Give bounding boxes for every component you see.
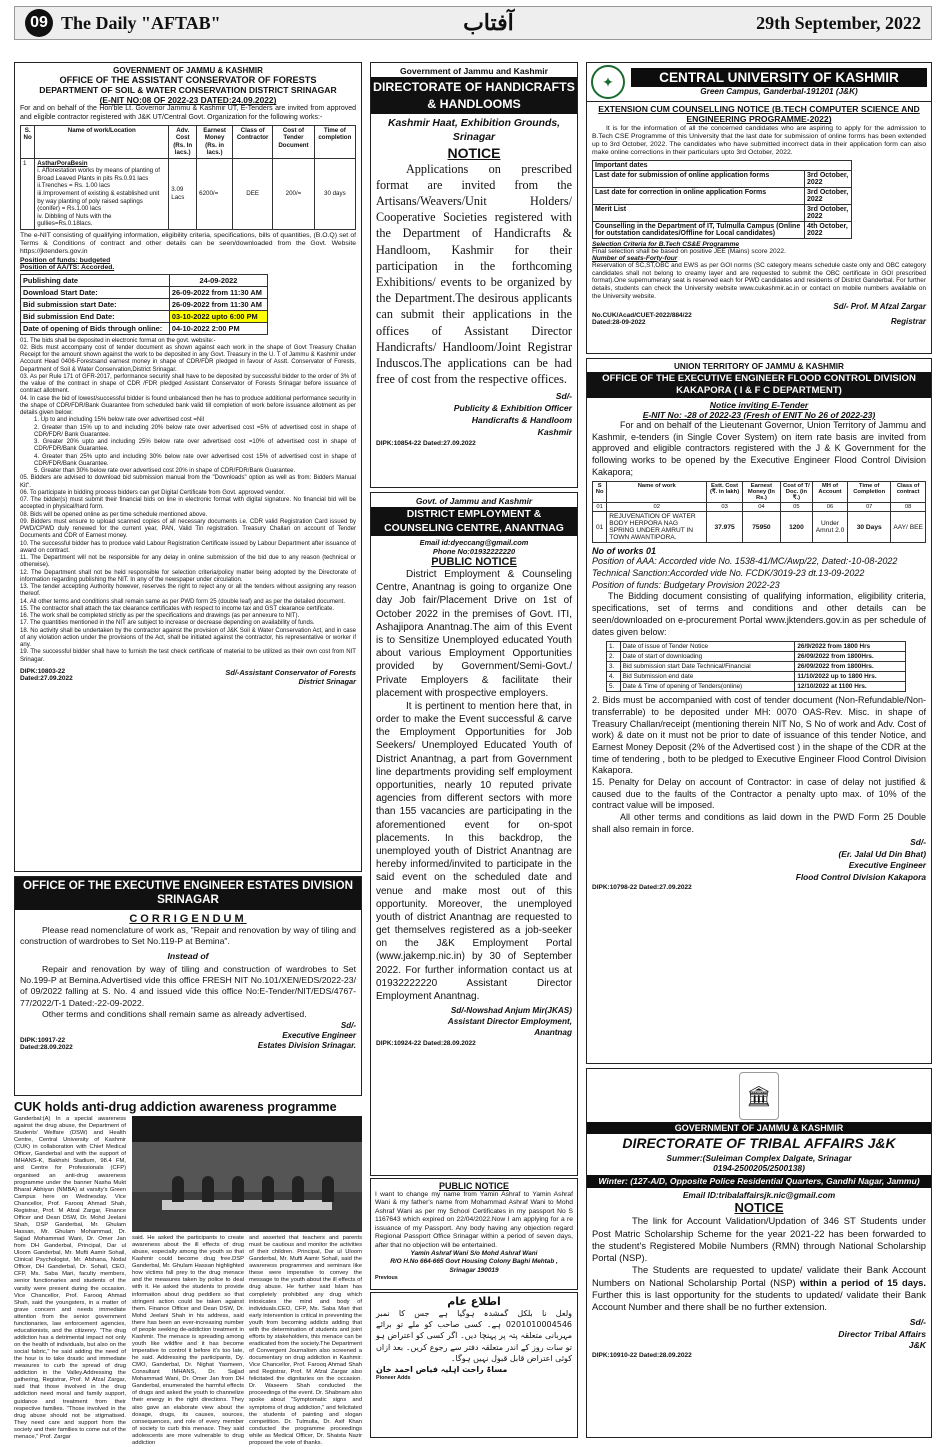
soil-funds: Position of funds: budgeted: [20, 256, 111, 264]
estates-footer: [20, 1021, 356, 1051]
soil-term: 11. The Department will not be responsible for any delay in online submission of the bid due to any reason (technical or otherwise).: [20, 555, 356, 569]
flood-col: Class of contract: [891, 482, 926, 503]
issue-date: 29th September, 2022: [756, 12, 921, 33]
flood-col: Name of work: [607, 482, 707, 503]
state-emblem-icon: 🏛: [739, 1072, 779, 1120]
flood-aaa: Position of AAA: Accorded vide No. 1538-41/MC/Awp/22, Dated:-10-08-2022: [592, 556, 898, 567]
estates-p3: Other terms and conditions shall remain same as already advertised.: [42, 1008, 307, 1019]
soil-work-item: iv. Dibbling of Nuts with the gullies=Rs.0.18lacs.: [37, 212, 112, 228]
soil-cell: 30 days: [314, 158, 355, 229]
flood-sched-value: 26/09/2022 from 1800Hrs.: [795, 652, 906, 662]
handi-title: DIRECTORATE OF HANDICRAFTS & HANDLOOMS: [371, 77, 577, 114]
flood-col: Earnest Money (In Rs.): [742, 482, 780, 503]
flood-col: Cost of T/ Doc. (in ₹.): [780, 482, 812, 503]
flood-colnum: 07: [848, 503, 891, 512]
soil-sched-value: 03-10-2022 upto 6:00 PM: [169, 310, 267, 322]
tribal-dipk: DIPK:10910-22 Dated:28.09.2022: [592, 1351, 692, 1359]
soil-signature-place: District Srinagar: [298, 676, 356, 686]
soil-term: 03. As per Rule 171 of GFR-2017, performance security shall have to be deposited by successful bidder to the order of 3% of the value of the contract in shape of CDR /FDR pledged Assistant Conservator of Forests Srinagar before issuance of contract allotment.: [20, 373, 356, 395]
flood-col: MH of Account: [812, 482, 847, 503]
soil-sched-label: Download Start Date:: [21, 286, 170, 298]
soil-term: 3. Greater 20% upto and including 25% below rate over advertised cost =10% of advertised cost in shape of CDR/FDR/Bank Guarantee.: [34, 439, 356, 453]
flood-funds: Position of funds: Budgetary Provision 2022-23: [592, 579, 780, 590]
page-number: 09: [25, 9, 53, 37]
cukc-seats: Number of seats-Forty-four: [592, 254, 678, 262]
flood-sched-no: 1.: [607, 642, 621, 652]
handi-dipk: DIPK:10854-22 Dated:27.09.2022: [376, 439, 476, 447]
soil-term: 01. The bids shall be deposited in electronic format on the govt. website:-: [20, 337, 216, 344]
flood-sd: Sd/-: [910, 837, 926, 848]
event-photo: [132, 1116, 362, 1232]
university-seal-icon: ✦: [591, 65, 625, 99]
soil-term: 09. Bidders must ensure to upload scanned copies of all necessary documents i.e. CDR valid Registration Card issued by PWD/CPWD duly renewed for the current year, PAN, Valid Tin registration. Treasury Challan on account of Tender Documents and CDR of Earnest money.: [20, 518, 356, 540]
flood-num-works: No of works 01: [592, 546, 657, 557]
cukc-p1: Final selection shall be based on positive JEE (Mains) score 2022.: [592, 247, 786, 255]
pubnotice-signature: Yamin Ashraf Wani S/o Mohd Ashraf Wani: [410, 1250, 538, 1258]
cukc-campus: Green Campus, Ganderbal-191201 (J&K): [700, 87, 858, 97]
soil-cell: 3.09 Lacs: [169, 158, 197, 229]
cuk-news-article: [14, 1100, 362, 1446]
estates-corrigendum-title: CORRIGENDUM: [129, 912, 247, 925]
soil-sched-value: 04-10-2022 2:00 PM: [169, 322, 267, 334]
soil-term: 19. The successful bidder shall have to furnish the test check certificate of material to be utilized as their own cost from NIT Srinagar.: [20, 649, 356, 663]
flood-cell: 37.975: [707, 512, 743, 543]
emp-dipk: DIPK:10924-22 Dated:28.09.2022: [376, 1040, 476, 1048]
soil-col: Class of Contractor: [233, 125, 273, 158]
emp-gov-line: Govt. of Jammu and Kashmir: [415, 496, 533, 506]
estates-dipk: DIPK:10917-22: [20, 1037, 66, 1045]
cukc-signature: Sd/- Prof. M Afzal Zargar: [833, 301, 926, 311]
flood-sched-value: 11/10/2022 up to 1800 Hrs.: [795, 672, 906, 682]
emp-p2: It is pertinent to mention here that, in order to make the Event successful & carve the Employment Opportunities for Job Seekers/ Unemployed Educated Youth of District Anantnag, a part from Government line departments providing self employment opportunities, nearly 10 reputed private agencies from different sectors with more than 155 vacancies are participating in the aforementioned event for on-spot placements. In this backdrop, the unemployed youth of District Anantnag are hereby informed/invited to participate in the said event on the scheduled date and venue and make most out of this opportunity. Moreover, the unemployed youth of district Anantnag are requested to get themselves registered as a job-seeker on the J&K Employment Portal (www.jakemp.nic.in) by 30 of September 2022. For further information contact us at 01932222220 Assistant Director Employment Anantnag.: [376, 700, 572, 1003]
pubnotice-body: I want to change my name from Yamin Ashraf to Yamin Ashraf Wani & my father's name from Mohammad Ashraf Wani to Mohd Ashraf Wani as per my School Certificates in my passport No S 1167643 which expired on 22/04/2022.Now I am applying for a re issuance of my Passport. Any body having any objection regard Regional Passport Office Srinagar within a period of seven days, after that no objection will be entertained.: [375, 1191, 573, 1249]
flood-intro: For and on behalf of the Lieutenant Governor, Union Territory of Jammu and Kashmir, e-tenders (in Single Cover System) on item rate basis are invited from approved and eligible contractors registered with the J & K Government for the following works to be opened by the Executive Engineer Flood Control Division Kakapora;: [592, 419, 926, 477]
flood-sched-no: 5.: [607, 682, 621, 692]
handi-sd: Sd/-: [555, 390, 572, 401]
employment-notice: [370, 492, 578, 1176]
soil-sched-label: Date of opening of Bids through online:: [21, 322, 170, 334]
cukc-heading: EXTENSION CUM COUNSELLING NOTICE (B.TECH COMPUTER SCIENCE AND ENGINEERING PROGRAMME-2022): [598, 104, 920, 125]
soil-term: 07. The bidder(s) must submit their financial bids on line in electronic format with digital signature. No financial bid will be accepted in physical/hard form.: [20, 497, 356, 511]
name-change-notice: [370, 1178, 578, 1290]
soil-term: 04. In case the bid of lowest/successful bidder is found unbalanced then he has to produce additional performance security in the shape of CDR/FDR/Bank Guarantee from scheduled bank valid till completion of work before issuance allotment as per details given below:: [20, 395, 356, 417]
soil-term: 08. Bids will be opened online as per time schedule mentioned above.: [20, 511, 208, 518]
soil-term: 17. The quantities mentioned in the NIT are subject to increase or decrease depending on availability of funds.: [20, 620, 315, 627]
urdu-body: ولعل نا بلکل گمشدہ ہوگیا ہے جس کا نمبر 0201010004546 ہے۔ کسی صاحب کو ملے تو برائے مہربانی متعلقہ پتہ پر پہنچا دیں۔ اگر کسی کو اعتراض ہو تو سات روز کے اندر متعلقہ دفتر سے رجوع کریں۔ بعد ازاں کوئی اعتراض قابل قبول نہیں ہوگا۔: [376, 1309, 572, 1363]
cuk-news-headline: CUK holds anti-drug addiction awareness programme: [14, 1100, 337, 1114]
flood-colnum: 03: [707, 503, 743, 512]
tribal-notice-title: NOTICE: [734, 1200, 784, 1216]
flood-dipk: DIPK:10798-22 Dated:27.09.2022: [592, 883, 692, 891]
cukc-date-value: 4th October, 2022: [804, 221, 851, 238]
estates-instead: Instead of: [167, 950, 209, 961]
cukc-ref-no: No.CUK/Acad/CUET-2022/884/22: [592, 312, 692, 320]
estates-p2: Repair and renovation by way of tiling and construction of wardrobes to Set No.199-P at Bemina.Advertised vide this office FRESH NIT No.101/XEN/EDS/2022-23/ of 09/2022 falling at S. No. 4 and issued vide this office No:E-Tender/NIT/EDS/4767-77/2022/T-1 Dated:-22-09-2022.: [20, 963, 356, 1008]
flood-col: Estt. Cost (₹. in lakh): [707, 482, 743, 503]
cukc-date-label: Counselling in the Department of IT, Tulmulla Campus (Online for outstation candidates/Offline for Local candidates): [593, 221, 805, 238]
flood-cell: AAY/ BEE: [891, 512, 926, 543]
tribal-affairs-notice: [586, 1068, 932, 1438]
estates-p1: Please read nomenclature of work as, "Repair and renovation by way of tiling and construction of wardrobes to Set No.119-P at Bemina".: [20, 924, 356, 947]
flood-sched-label: Date of issue of Tender Notice: [620, 642, 795, 652]
flood-sched-no: 3.: [607, 662, 621, 672]
soil-para2: The e-NIT consisting of qualifying information, eligibility criteria, specifications, bills of quantities, (B.O.Q) set of Terms & Conditions of contract and other details can be seen/downloaded from the Govt. Website https://jktenders.gov.in: [20, 231, 356, 256]
soil-term: 02. Bids must accompany cost of tender document as shown against each work in the shape of Govt Treasury Challan Receipt for the amount shown against the work to be deposited in any Govt. Treasury in the U. T of Jammu & Kashmir under Account Head 0406-Forestsand earnest money in shape of CDR/FDR pledged in favour of Asstt. Conservator of Forests, Department of Soil & Water Conservation,District Srinagar.: [20, 344, 356, 373]
flood-sched-no: 4.: [607, 672, 621, 682]
tribal-sd: Sd/-: [909, 1317, 926, 1328]
handi-signature: Publicity & Exhibition Officer: [453, 402, 572, 413]
flood-sched-label: Date of start of downloading: [620, 652, 795, 662]
emp-signature: Sd/-Nowshad Anjum Mir(JKAS): [450, 1006, 572, 1016]
soil-term: 10. The successful bidder has to produce valid Labour Registration Certificate issued by Labour Department after issuance of award on contract.: [20, 540, 356, 554]
estates-title: OFFICE OF THE EXECUTIVE ENGINEER ESTATES DIVISION SRINAGAR: [15, 877, 361, 910]
cuk-news-col2: said. He asked the participants to create awareness about the ill effects of drug abuse, especially among the youth so that Kashmir could become drug free.DSP Ganderbal, Mr. Ghulam Hassan highlighted how victims fall prey to the drug menace and the measures taken by police to deal with it. He asked the students to provide information about drug peddlers so that stringent action could be taken against them. Finance Officer and Dean DSW, Dr. Mohd Jeelani Shah in his address, said there has been an ever-increasing number of people seeking de-addiction treatment in Kashmir. The menace is spreading among youth like wildfire and it has become imperative to control it before it's too late, he said. Addressing the participants, Dy. CMO, Ganderbal, Dr. Nighat Yasmeen, Consultant IMHANS, Dr. Sajjad Mohammad Wani, Dr. Omer Jan from DH Ganderbal, enumerated the harmful effects of drugs and asked the youth to channelize their energy in the right directions. They also gave an elaborate view about the dosage, drugs, its causes, sources, consequences, and role of every member of society to curb this menace. They said adolescents are more vulnerable to drug addiction: [132, 1235, 244, 1446]
soil-term: 15. The contractor shall attach the tax clearance certificates with respect to income tax and GST clearance certificate.: [20, 605, 335, 612]
soil-term: 13. The tender accepting Authority however, reserves the right to reject any or all the tenders without assigning any reason thereof.: [20, 584, 356, 598]
soil-cell: 200/=: [273, 158, 314, 229]
tribal-summer: Summer:(Suleiman Complex Dalgate, Srinagar: [666, 1152, 852, 1163]
flood-term-15: 15. Penalty for Delay on account of Contractor: in case of delay not justified & caused due to the faults of the Contractor a penalty upto max. of 10% of the contract value will be imposed.: [592, 777, 926, 811]
flood-work-table: [592, 481, 926, 543]
soil-sched-label: Publishing date: [21, 274, 170, 286]
cukc-date-label: Last date for correction in online application Forms: [593, 187, 805, 204]
flood-col: Time of Completion: [848, 482, 891, 503]
flood-colnum: 08: [891, 503, 926, 512]
flood-ut-line: UNION TERRITORY OF JAMMU & KASHMIR: [674, 362, 844, 371]
cukc-date-value: 3rd October, 2022: [804, 170, 851, 187]
tribal-p2: [592, 1264, 926, 1313]
soil-work-item: i. Afforestation works by means of planting of Broad Leaved Plants in pits Rs.0.91 lacs: [37, 167, 160, 182]
flood-schedule: [606, 641, 906, 692]
cukc-signature-title: Registrar: [890, 317, 926, 327]
tribal-signature-place: J&K: [908, 1340, 926, 1351]
soil-term: 4. Greater than 25% upto and including 30% below rate over advertised cost 15% of advertised cost in shape of CDR/FDR/Bank Guarantee.: [34, 453, 356, 467]
flood-cell: 01: [593, 512, 607, 543]
handi-body: Applications on prescribed format are invited from the Artisans/Weavers/Unit Holders/ Cooperative Societies registered with the Department of Handicrafts & Handloom, Kashmir for their participation in the forthcoming Exhibitions/ events to be organized by the Department.The desirous applicants can submit their applications in the offices of Assistant Director Handicrafts/ Handloom/Joint Registrar Induscos.The applications can be had free of cost from the respective offices.: [376, 161, 572, 387]
tribal-p2b: within a period of 15 days.: [800, 1276, 926, 1288]
soil-cell: 1: [21, 158, 35, 229]
flood-cell: REJUVENATION OF WATER BODY HERPORA NAG SPRING UNDER AMRUT IN TOWN AWANTIPORA.: [607, 512, 707, 543]
cukc-dates-table: [592, 160, 852, 239]
flood-notice-inviting: Notice inviting E-Tender: [709, 399, 809, 410]
flood-term-3: All other terms and conditions as laid down in the PWD Form 25 Double shall also remain in force.: [592, 812, 926, 834]
estates-corrigendum: [14, 876, 362, 1096]
soil-term: 06. To participate in bidding process bidders can get Digital Certificate from Govt. approved vendor.: [20, 489, 286, 496]
soil-dated: Dated:27.09.2022: [20, 674, 73, 682]
estates-sd: Sd/-: [340, 1021, 356, 1031]
tribal-gov-line: GOVERNMENT OF JAMMU & KASHMIR: [587, 1122, 931, 1134]
flood-cell: Under Amrut 2.0: [812, 512, 847, 543]
emp-p1: District Employment & Counseling Centre, Anantnag is going to organize One day Job fair/Placement Drive on 1st of October 2022 in the premises of Govt. ITI, Ashajipora Anantnag.The aim of this Event is to Sensitize Unemployed educated Youth about various Employment Opportunities provided by Government/Semi-Govt./ Private Employers & facilitate their placement with prospective employers.: [376, 569, 572, 699]
soil-location: AstharPoraBesin: [37, 159, 88, 167]
flood-colnum: 04: [742, 503, 780, 512]
soil-term: 18. No activity shall be undertaken by the contractor against the provision of J&K Soil & Water Conservation Act, and in case of any violation action under the provisions of the Act, shall be initiated against the contractor, his representative or worker if any.: [20, 627, 356, 649]
tribal-signature: Director Tribal Affairs: [838, 1328, 926, 1339]
handi-address: Kashmir Haat, Exhibition Grounds, Srinagar: [387, 118, 561, 143]
soil-work-table: [20, 125, 356, 230]
soil-col: Earnest Money (Rs. in lacs.): [197, 125, 233, 158]
tribal-phone: 0194-2500205/2500138): [713, 1162, 805, 1173]
cukc-date-value: 3rd October, 2022: [804, 187, 851, 204]
soil-dept: DEPARTMENT OF SOIL & WATER CONSERVATION DISTRICT SRINAGAR: [39, 84, 337, 95]
tribal-p2c: Further this is last opportunity for the students to updated/ validate their Bank Account Number and there shall be no further extension.: [592, 1288, 926, 1312]
estates-dated: Dated:28.09.2022: [20, 1044, 73, 1052]
flood-colnum: 01: [593, 503, 607, 512]
cukc-date-value: 3rd October, 2022: [804, 204, 851, 221]
flood-sched-label: Bid submission start Date Technical/Financial: [620, 662, 795, 672]
cukc-title: CENTRAL UNIVERSITY OF KASHMIR: [631, 68, 927, 88]
soil-schedule: [20, 274, 268, 335]
soil-term: 1. Up to and including 15% below rate over advertised cost =Nil: [34, 417, 204, 424]
paper-name: The Daily "AFTAB": [61, 12, 221, 33]
soil-col: S. No: [21, 125, 35, 158]
soil-cell-work: [35, 158, 169, 229]
cuk-counselling-notice: [586, 62, 932, 354]
soil-sched-value: 24-09-2022: [169, 274, 267, 286]
flood-signature-office: Flood Control Division Kakapora: [795, 871, 926, 882]
flood-sched-no: 2.: [607, 652, 621, 662]
flood-cell: 1200: [780, 512, 812, 543]
handi-signature-place: Kashmir: [537, 426, 572, 437]
flood-colnum: 02: [607, 503, 707, 512]
soil-sched-label: Bid submission End Date:: [21, 310, 170, 322]
emp-title: DISTRICT EMPLOYMENT & COUNSELING CENTRE, ANANTNAG: [371, 507, 577, 536]
handi-signature-dept: Handicrafts & Handloom: [471, 414, 572, 425]
flood-control-tender: [586, 358, 932, 1064]
cukc-imp-dates: Important dates: [593, 160, 852, 170]
handi-gov-line: Government of Jammu and Kashmir: [399, 66, 549, 76]
flood-sched-label: Bid Submission end date: [620, 672, 795, 682]
soil-col: Time of completion: [314, 125, 355, 158]
flood-sched-value: 26/09/2022 from 1800Hrs.: [795, 662, 906, 672]
soil-sched-value: 26-09-2022 from 11:30 AM: [169, 298, 267, 310]
tribal-p1: The link for Account Validation/Updation of 346 ST Students under Post Matric Scholarship Scheme for the year 2021-22 has been forwarded to the student's Registered Mobile Numbers (RMN) through National Scholarship Portal (NSP).: [592, 1215, 926, 1264]
handicrafts-notice: [370, 62, 578, 488]
pubnotice-title: PUBLIC NOTICE: [438, 1181, 509, 1191]
soil-cell: 6200/=: [197, 158, 233, 229]
estates-signature: Executive Engineer: [282, 1031, 356, 1041]
soil-col: Cost of Tender Document: [273, 125, 314, 158]
urdu-signature: مساۃ راحت اہلیہ فیاض احمد خان: [376, 1364, 508, 1374]
tribal-winter: Winter: (127-A/D, Opposite Police Residential Quarters, Gandhi Nagar, Jammu): [587, 1175, 931, 1189]
tribal-title: DIRECTORATE OF TRIBAL AFFAIRS J&K: [622, 1135, 896, 1152]
flood-sched-value: 12/10/2022 at 1100 Hrs.: [795, 682, 906, 692]
emp-signature-title: Assistant Director Employment,: [447, 1017, 572, 1027]
urdu-title: اطلاع عام: [447, 1295, 501, 1308]
cukc-intro: It is for the information of all the concerned candidates who are aspiring to apply for the admission to B.Tech CSE Programme of this University that the last date for submission of online forms has been extended up to 3rd October, 2022. The candidates who have submitted incorrect data in their application form can also make online corrections in their particulars upto 3rd October, 2022.: [592, 124, 926, 157]
paper-logo: آفتاب: [463, 10, 514, 36]
flood-cell: 75950: [742, 512, 780, 543]
soil-gov-line: GOVERNMENT OF JAMMU & KASHMIR: [113, 66, 263, 75]
cukc-date-label: Last date for submission of online application forms: [593, 170, 805, 187]
emp-signature-place: Anantnag: [534, 1028, 572, 1038]
emp-phone: Phone No:01932222220: [432, 547, 516, 557]
soil-work-item: ii.Trenches = Rs. 1.00 lacs: [37, 182, 111, 190]
emp-notice-title: PUBLIC NOTICE: [431, 556, 517, 569]
soil-term: 12. The Department shall not be held responsible for selection criteria/policy matter being adopted by the Directorate of information regarding publishing the NIT. In any of the newspaper under circulation.: [20, 569, 356, 583]
flood-colnum: 05: [780, 503, 812, 512]
soil-term: 5. Greater than 30% below rate over advertised cost 20% in shape of CDR/FDR/Bank Guarantee.: [34, 468, 296, 475]
soil-terms: [20, 338, 356, 664]
soil-footer: [20, 668, 356, 686]
pubnotice-agency: Previous: [375, 1275, 398, 1282]
flood-cell: 30 Days: [848, 512, 891, 543]
handi-notice-title: NOTICE: [447, 144, 501, 161]
soil-conservation-tender: [14, 62, 362, 872]
estates-signature-place: Estates Division Srinagar.: [257, 1041, 356, 1051]
soil-sched-value: 26-09-2022 from 11:30 AM: [169, 286, 267, 298]
flood-signature: (Er. Jalal Ud Din Bhat): [838, 848, 926, 859]
soil-col: Adv. Cost (Rs. In lacs.): [169, 125, 197, 158]
urdu-agency: Pioneer Adds: [376, 1375, 411, 1382]
masthead: [14, 6, 932, 40]
cuk-news-col1: Ganderbal:(A) In a special awareness against the drug abuse, the Department of Students' Welfare (DSW) and Health Centre, Central University of Kashmir (CUK) in collaboration with Chief Medical Officer, Ganderbal and with the support of IMHANS-K, Bakhshi Stadium, 98.4 FM, and Centre for Professionals (CFP) organised an anti-drug awareness programme under the banner Nasha Mukt Bharat Abhiyan (NMBA) at varsity's Green Campus here on Wednesday. Vice Chancellor, Prof. Farooq Ahmad Shah, Registrar, Prof. M Afzal Zargar, Finance Officer and Dean DSW, Dr. Mohd Jeelani Shah, DSP Ganderbal, Mr. Ghulam Hassan, Mr. Ghulam Mohammad, Dr. Sajjad Mohammad Wani, Dr. Omer Jan from DH Ganderbal, Principal, Dar ul Uloom Ganderbal, Mr. Mufti Aamir Sohail, Clinical Psychologist, Mr. Afshana, Nodal Officer, DH Ganderbal, Dr. Sohail, CEO, CFP, Ms. Saba Mari, faculty members, senior functionaries and students of the varsity were present during the occasion. Vice Chancellor, Prof. Farooq Ahmad Shah, said the youngsters, in a matter of grave concern and needs immediate attention from the senior government functionaries, law enforcement agencies, educationists, and the citizenry. "The drug addiction has a detrimental impact not only on the health of individuals, but also on the social fabric," he said adding the need of the hour is to take drastic and immediate measures to curb the spread of drug addiction in the Valley.Addressing the gathering, Registrar, Prof. M Afzal Zargar, said that those involved in the drug addiction need moral and family support, guidance and treatment from their respective families. "Those involved in the drug abuse should not be stigmatised. They need care and support from the society and their families to come out of the menace," Prof. Zargar: [14, 1116, 126, 1440]
flood-enit: E-NIT No: -28 of 2022-23 (Fresh of ENIT No 26 of 2022-23): [642, 409, 876, 420]
cukc-dated: Dated:28-09-2022: [592, 319, 646, 327]
flood-p1: The Bidding document consisting of qualifying information, eligibility criteria, specifications, set of terms and conditions and other details can be seen/downloaded on e-procurement Portal www.jktenders.gov.in as per schedule of dates given below:: [592, 591, 926, 637]
soil-work-item: iii.Improvement of existing & established unit by way planting of poly raised saplings (conifer) = Rs.1.00 lacs: [37, 190, 160, 213]
tribal-p2a: The Students are requested to update/ validate their Bank Account Numbers on National Scholarship Portal (NSP): [592, 1264, 926, 1288]
soil-intro: For and on behalf of the Hon'ble Lt. Governor Jammu & Kashmir UT, E-Tenders are invited from approved and eligible contractor registered with J&K UT/Central Govt. Organization for the following works:-: [20, 105, 356, 121]
soil-col: Name of work/Location: [35, 125, 169, 158]
cukc-p2: Reservation of SC,ST,OBC and EWS as per GOI norms (SC category means schedule caste only and OBC category candidates shall not belong to creamy layer and are requested to submit the OBC certificate in GOI prescribed format).One supernumerary seat is reserved each for PWD candidates and residents of District Ganderbal. For further details, students can check the University website www.cukashmir.ac.in or contact on mobile numbers available on the University website.: [592, 261, 926, 300]
soil-sched-label: Bid submission start Date:: [21, 298, 170, 310]
flood-ts: Technical Sanction:Accorded vide No. FCDK/3019-23 dt.13-09-2022: [592, 568, 865, 579]
soil-term: 14. All other terms and conditions shall remain same as per PWD form 25 (double leaf) and as per the detailed document.: [20, 598, 346, 605]
tribal-email: Email ID:tribalaffairsjk.nic@gmail.com: [682, 1190, 836, 1201]
urdu-notice: [370, 1292, 578, 1438]
flood-signature-title: Executive Engineer: [848, 860, 926, 871]
flood-col: S No: [593, 482, 607, 503]
soil-term: 2. Greater than 15% up to and including 20% below rate over advertised cost =5% of advertised cost in shape of CDR/FDR/ Bank Guarantee.: [34, 424, 356, 438]
flood-term-2: 2. Bids must be accompanied with cost of tender document (Non-Refundable/Non- transferrable) to be deposited under MH: 0070 OAS-Rev. Misc. in shape of Treasury Challan/receipt (mentioning therein NIT No, S No of work and Adv. Cost of work) & date on it must not be prior to date of issuance of this tender Notice, and Earnest Money Deposit (2% of the Advertised cost ) in the shape of the CDR at the time of tendering , both to be pledged to Executive Engineer Flood Control Division Kakapora.: [592, 695, 926, 776]
flood-colnum: 06: [812, 503, 847, 512]
cuk-news-col3: and asserted that teachers and parents must be cautious and monitor the activities of their children. Principal, Dar ul Uloom Ganderbal, Mr. Mufti Aamir Sohail, said the awareness programmes and seminars like these were imperative to convey the message to the youth about the ill effects of drug abuse. He further said Islam has completely prohibited any drug which intoxicates the mind and body of individuals.CEO, CFP, Ms. Saba Mari that early intervention is critical in preventing the youth from becoming addicts adding that with the determination of students and joint efforts by stakeholders, this menace can be eradicated from the society.The Department of Convergent Journalism also screened a documentary on drug addiction in Kashmir. Vice Chancellor, Prof. Farooq Ahmad Shah and Registrar, Prof. M Afzal Zargar also felicitated the dignitaries on the occasion. Dr. Waseem Shah conducted the proceedings of the event. Dr. Shabnam also spoke about "Symptomatic signs and symptoms of drug addiction," and felicitated the students of painting and slogan competition. Dr. Tulmulla, Dr. Asif Khan conducted the programme proceedings while as Medical Officer, Dr. Shaista Nazir proposed the vote of thanks.: [249, 1235, 362, 1446]
soil-dipk: DIPK:10803-22: [20, 667, 66, 675]
soil-cell: DEE: [233, 158, 273, 229]
soil-office: OFFICE OF THE ASSISTANT CONSERVATOR OF FORESTS: [59, 75, 317, 85]
pubnotice-city: Srinagar 190019: [449, 1266, 499, 1274]
pubnotice-address: R/O H.No 664-665 Govt Housing Colony Baghi Mehtab ,: [390, 1258, 558, 1266]
emp-email: Email id:dyeccang@gmail.com: [419, 538, 529, 548]
cukc-date-label: Merit List: [593, 204, 805, 221]
soil-term: 16. The work shall be completed strictly as per the specifications and drawings (as per annexure to NIT).: [20, 613, 300, 620]
soil-signature: Sd/-Assistant Conservator of Forests: [225, 667, 356, 677]
flood-sched-label: Date & Time of opening of Tenders(online): [620, 682, 795, 692]
soil-enit: (E-NIT NO:08 OF 2022-23 DATED:24.09.2022): [99, 95, 277, 106]
flood-sched-value: 26/9/2022 from 1800 Hrs: [795, 642, 906, 652]
flood-title: OFFICE OF THE EXECUTIVE ENGINEER FLOOD CONTROL DIVISION KAKAPORA ( I & F C DEPARTMENT): [587, 372, 931, 398]
soil-term: 05. Bidders are advised to download bid submission manual from the "Downloads" option as well as from: Bidders Manual Kit".: [20, 475, 356, 489]
cukc-criteria: Selection Criteria for B.Tech CS&E Programme: [592, 240, 740, 248]
soil-aaa: Position of AA/TS: Accorded.: [20, 263, 115, 271]
